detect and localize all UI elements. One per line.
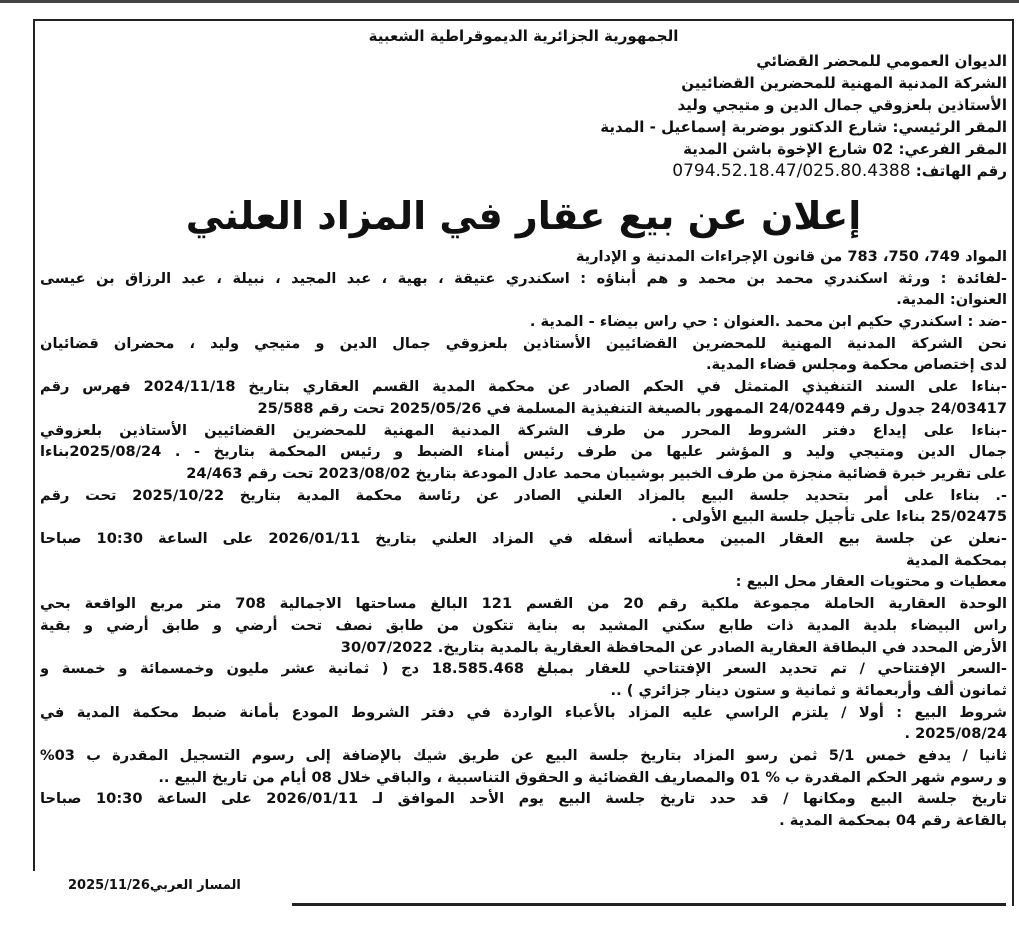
paragraph — [40, 593, 1007, 658]
paragraph — [40, 571, 1007, 593]
text-line: -. بناءا على أمر بتحديد جلسة البيع بالمزاد العلني الصادر عن رئاسة محكمة المدية بتاريخ 2025/10/22 تحت رقم — [40, 486, 1007, 504]
phone-label: رقم الهاتف: — [915, 162, 1007, 180]
text-line: بالقاعة رقم 04 بمحكمة المدية . — [779, 812, 1007, 830]
main-office-line: المقر الرئيسي: شارع الدكتور بوضربة إسماعيل - المدية — [600, 118, 1007, 136]
text-line: ثانيا / يدفع خمس 5/1 ثمن رسو المزاد بتاريخ جلسة البيع عن طريق شيك بالإضافة إلى رسوم التسجيل المقدرة ب 03% — [40, 747, 1007, 764]
republic-heading: الجمهورية الجزائرية الديموقراطية الشعبية — [368, 27, 679, 45]
paragraph — [40, 485, 1007, 528]
text-line: -السعر الإفتتاحي / تم تحديد السعر الإفتتاحي للعقار بمبلغ 18.585.468 دج ( ثمانية عشر مليون وخمسمائة و خمسة و — [40, 660, 1007, 678]
paragraph — [40, 745, 1007, 788]
paragraph — [40, 702, 1007, 745]
notice-body — [40, 246, 1007, 832]
paragraph — [40, 788, 1007, 831]
publication-date: 2025/11/26 — [68, 878, 150, 893]
text-line: و رسوم شهر الحكم المقدرة ب % 01 والمصاريف القضائية و الحقوق التناسبية ، والباقي خلال 08 أيام من تاريخ البيع .. — [158, 768, 1007, 786]
text-line: الأرض المحدد في البطاقة العقارية الصادر عن المحافظة العقارية بالمدية بتاريخ. 30/07/2022 — [340, 638, 1007, 656]
phone-line — [40, 160, 1007, 182]
text-line: الوحدة العقارية الحاملة مجموعة ملكية رقم 20 من القسم 121 البالغ مساحتها الاجمالية 708 متر مربع الواقعة بحي — [40, 595, 1007, 613]
page-top-rule — [0, 0, 1019, 3]
text-line: -لفائدة : ورثة اسكندري محمد بن محمد و هم أبناؤه : اسكندري عتيقة ، بهية ، عبد المجيد ، نبيلة ، عبد الرزاق بن عيسى — [40, 269, 1007, 287]
text-line: -بناءا على إيداع دفتر الشروط المحرر من طرف الشركة المدنية المهنية للمحضرين القضائيين الأستاذين بلعزوقي — [40, 421, 1007, 439]
text-line: -ضد : اسكندري حكيم ابن محمد .العنوان : حي راس بيضاء - المدية . — [529, 313, 1007, 331]
text-line: نحن الشركة المدنية المهنية للمحضرين القضائيين الأستاذين بلعزوقي جمال الدين و متيجي وليد ، محضران قضائيان — [40, 334, 1007, 352]
text-line: لدى إختصاص محكمة ومجلس قضاء المدية. — [706, 356, 1007, 374]
company-line: الشركة المدنية المهنية للمحضرين القضائيين — [681, 74, 1007, 92]
legal-notice — [40, 26, 1007, 832]
text-line: شروط البيع : أولا / يلتزم الراسي عليه المزاد بالأعباء الواردة في دفتر الشروط المودع بأمانة ضبط محكمة المدية في — [40, 703, 1007, 721]
paragraph — [40, 333, 1007, 376]
text-line: 25/02475 بناءا على تأجيل جلسة البيع الأولى . — [671, 508, 1007, 526]
text-line: جمال الدين ومتيجي وليد و المؤشر عليها من طرف رئيس أمناء الضبط و رئيس المحكمة بتاريخ - . 2025/08/24بناءا — [40, 443, 1007, 461]
paragraph — [40, 311, 1007, 333]
paragraph — [40, 658, 1007, 701]
paragraph — [40, 376, 1007, 419]
paragraph — [40, 246, 1007, 268]
notice-bottom-rule — [292, 903, 1006, 906]
text-line: -بناءا على السند التنفيذي المتمثل في الحكم الصادر عن محكمة المدية القسم العقاري بتاريخ 2024/11/18 فهرس رقم — [40, 378, 1007, 396]
text-line: على تقرير خبرة قضائية منجزة من طرف الخبير بوشيبان محمد عادل المودعة بتاريخ 2023/08/02 تحت رقم 24/463 — [186, 464, 1007, 482]
paragraph — [40, 420, 1007, 485]
text-line: المواد 749، 750، 783 من قانون الإجراءات المدنية و الإدارية — [575, 248, 1007, 265]
border-extension — [1012, 860, 1014, 906]
office-line: الديوان العمومي للمحضر القضائي — [756, 52, 1007, 70]
text-line: 2025/08/24 . — [904, 725, 1007, 743]
text-line: ثمانون ألف وأربعمائة و ثمانية و ستون دينار جزائري ) .. — [610, 681, 1007, 699]
phone-number: 0794.52.18.47/025.80.4388 — [672, 161, 911, 181]
text-line: معطيات و محتويات العقار محل البيع : — [735, 573, 1007, 591]
publication-name: المسار العربي — [149, 878, 241, 893]
publication-footer — [68, 878, 241, 893]
text-line: بمحكمة المدية — [905, 551, 1007, 569]
text-line: راس البيضاء بلدية المدية ذات طابع سكني المشيد به بناية تتكون من طابق نصف تحت أرضي و طابق أرضي و بقية — [40, 616, 1007, 634]
text-line: العنوان: المدية. — [896, 291, 1007, 309]
notice-title: إعلان عن بيع عقار في المزاد العلني — [185, 194, 862, 238]
paragraph — [40, 528, 1007, 571]
paragraph — [40, 268, 1007, 311]
branch-office-line: المقر الفرعي: 02 شارع الإخوة باشن المدية — [683, 140, 1007, 158]
text-line: 24/03417 جدول رقم 24/02449 الممهور بالصيغة التنفيذية المسلمة في 2025/05/26 تحت رقم 25/588 — [257, 399, 1007, 417]
text-line: -نعلن عن جلسة بيع العقار المبين معطياته أسفله في المزاد العلني بتاريخ 2026/01/11 على الساعة 10:30 صباحا — [40, 530, 1007, 548]
bailiffs-line: الأستاذين بلعزوقي جمال الدين و متيجي وليد — [677, 96, 1007, 114]
text-line: تاريخ جلسة البيع ومكانها / قد حدد تاريخ جلسة البيع يوم الأحد الموافق لـ 2026/01/11 على الساعة 10:30 صباحا — [40, 790, 1007, 808]
